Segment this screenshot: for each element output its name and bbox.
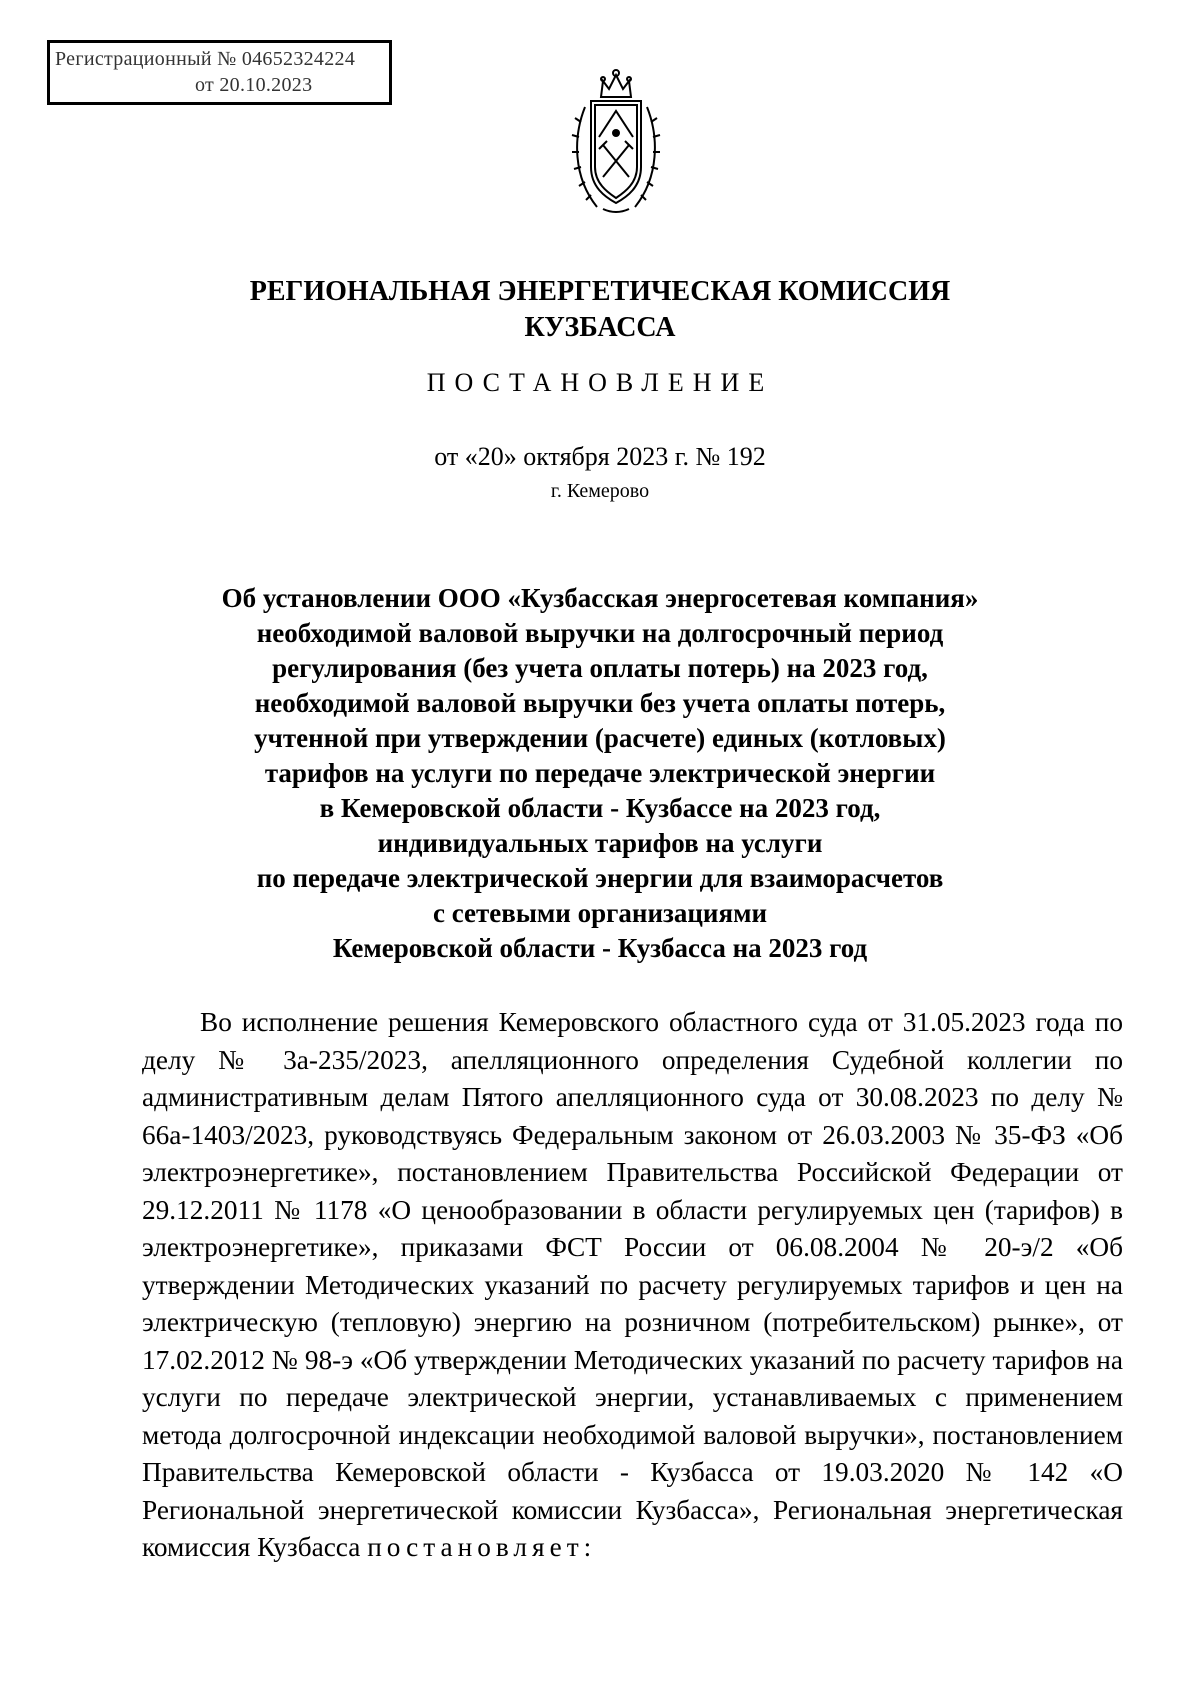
resolves-word: постановляет:: [367, 1532, 597, 1562]
registration-stamp: [47, 40, 392, 105]
body-paragraph-text: Во исполнение решения Кемеровского областного суда от 31.05.2023 года по делу № 3а-235/2023, апелляционного определения Судебной коллегии по административным делам Пятого апелляционного суда от 30.08.2023 по делу № 66а-1403/2023, руководствуясь Федеральным законом от 26.03.2003 № 35-ФЗ «Об электроэнергетике», постановлением Правительства Российской Федерации от 29.12.2011 № 1178 «О ценообразовании в области регулируемых цен (тарифов) в электроэнергетике», приказами ФСТ России от 06.08.2004 № 20-э/2 «Об утверждении Методических указаний по расчету регулируемых тарифов и цен на электрическую (тепловую) энергию на розничном (потребительском) рынке», от 17.02.2012 № 98-э «Об утверждении Методических указаний по расчету тарифов на услуги по передаче электрической энергии, устанавливаемых с применением метода долгосрочной индексации необходимой валовой выручки», постановлением Правительства Кемеровской области - Кузбасса от 19.03.2020 № 142 «О Региональной энергетической комиссии Кузбасса», Региональная энергетическая комиссия Кузбасса: [142, 1007, 1123, 1562]
subject-line: с сетевыми организациями: [432, 898, 768, 928]
organization-name: [0, 274, 1200, 346]
kuzbass-coat-of-arms-icon: [567, 67, 665, 217]
subject-line: тарифов на услуги по передаче электрической энергии: [264, 758, 936, 788]
organization-line-1: РЕГИОНАЛЬНАЯ ЭНЕРГЕТИЧЕСКАЯ КОМИССИЯ: [249, 276, 951, 307]
subject-line: Об установлении ООО «Кузбасская энергосетевая компания»: [221, 583, 979, 613]
subject-line: по передаче электрической энергии для взаиморасчетов: [256, 863, 944, 893]
document-city: г. Кемерово: [550, 480, 650, 502]
document-subject: [150, 581, 1050, 966]
subject-line: необходимой валовой выручки на долгосрочный период: [256, 618, 944, 648]
subject-line: необходимой валовой выручки без учета оплаты потерь,: [254, 688, 946, 718]
subject-line: в Кемеровской области - Кузбассе на 2023 год,: [319, 793, 881, 823]
document-date-number: от «20» октября 2023 г. № 192: [434, 442, 766, 471]
subject-line: учтенной при утверждении (расчете) единых (котловых): [254, 723, 946, 753]
body-paragraph: [142, 1004, 1123, 1567]
organization-line-2: КУЗБАССА: [524, 312, 676, 343]
subject-line: регулирования (без учета оплаты потерь) на 2023 год,: [272, 653, 928, 683]
subject-line: индивидуальных тарифов на услуги: [377, 828, 823, 858]
document-type: ПОСТАНОВЛЕНИЕ: [426, 368, 774, 397]
subject-line: Кемеровской области - Кузбасса на 2023 год: [332, 933, 868, 963]
registration-date: от 20.10.2023: [195, 74, 313, 96]
registration-number: Регистрационный № 04652324224: [55, 48, 356, 70]
